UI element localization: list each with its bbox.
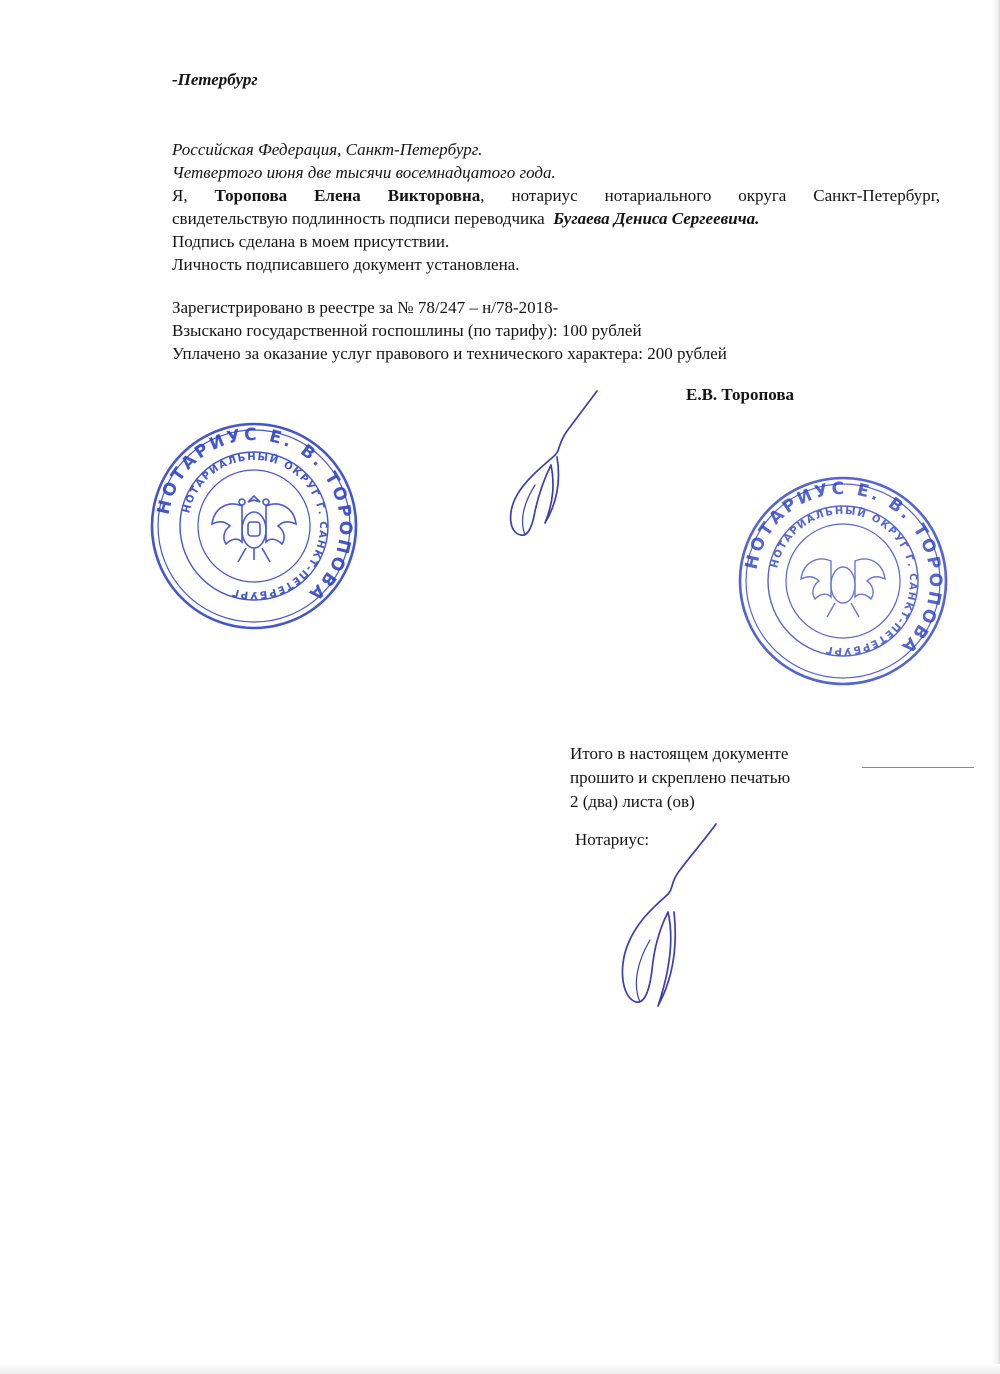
notary-label: Нотариус:: [575, 830, 650, 849]
city-heading: -Петербург: [172, 70, 258, 89]
certification-line-4: Личность подписавшего документ установлена.: [172, 255, 520, 274]
stamp-inner-text: НОТАРИАЛЬНЫЙ ОКРУГ Г. САНКТ-ПЕТЕРБУРГ: [181, 451, 329, 601]
certification-line-3: Подпись сделана в моем присутствии.: [172, 232, 450, 251]
binding-note: [570, 742, 790, 814]
svg-text:НОТАРИАЛЬНЫЙ ОКРУГ Г. САНКТ-ПЕ: [181, 452, 328, 600]
certification-date: Четвертого июня две тысячи восемнадцатого года.: [172, 163, 556, 182]
coat-of-arms-icon-right: [801, 559, 885, 617]
notary-stamp-left: [148, 420, 360, 632]
service-fee: Уплачено за оказание услуг правового и технического характера: 200 рублей: [172, 344, 727, 363]
certification-line-2: [172, 207, 940, 230]
notary-stamp-right: [736, 474, 950, 688]
stamp-outer-text-right: НОТАРИУС Е. В. ТОРОПОВА: [741, 478, 946, 659]
stamp-inner-text-right: НОТАРИАЛЬНЫЙ ОКРУГ Г. САНКТ-ПЕТЕРБУРГ: [769, 505, 919, 657]
state-fee: Взыскано государственной госпошлины (по тарифу): 100 рублей: [172, 321, 642, 340]
binding-line: [862, 767, 974, 768]
signature-bottom: [608, 820, 728, 1025]
registry-number: Зарегистрировано в реестре за № 78/247 – н/78-2018-: [172, 298, 559, 317]
signature-top: [495, 385, 615, 545]
binding-note-line-3: 2 (два) листа (ов): [570, 792, 695, 811]
certification-line-1-suffix: , нотариус нотариального округа Санкт-Петербург,: [480, 186, 941, 205]
binding-note-line-1: Итого в настоящем документе: [570, 744, 789, 763]
binding-note-line-2: прошито и скреплено печатью: [570, 768, 791, 787]
certification-block: [172, 138, 940, 276]
notary-full-name: Торопова Елена Викторовна: [214, 186, 481, 205]
coat-of-arms-icon: [212, 496, 296, 562]
signatory-name: Е.В. Торопова: [686, 385, 795, 404]
certification-line-2-prefix: свидетельствую подлинность подписи переводчика: [172, 209, 545, 228]
svg-text:НОТАРИАЛЬНЫЙ ОКРУГ Г. САНКТ-ПЕ: [769, 506, 918, 657]
certification-line-1: [172, 184, 940, 207]
translator-name: Бугаева Дениса Сергеевича.: [553, 209, 760, 228]
page-edge-bottom: [0, 1364, 1000, 1374]
stamp-outer-text: НОТАРИУС Е. В. ТОРОПОВА: [153, 424, 356, 606]
registry-block: [172, 296, 727, 365]
certification-place: Российская Федерация, Санкт-Петербург.: [172, 140, 483, 159]
certification-line-1-prefix: Я,: [172, 186, 188, 205]
page-edge-right: [992, 0, 1000, 1374]
